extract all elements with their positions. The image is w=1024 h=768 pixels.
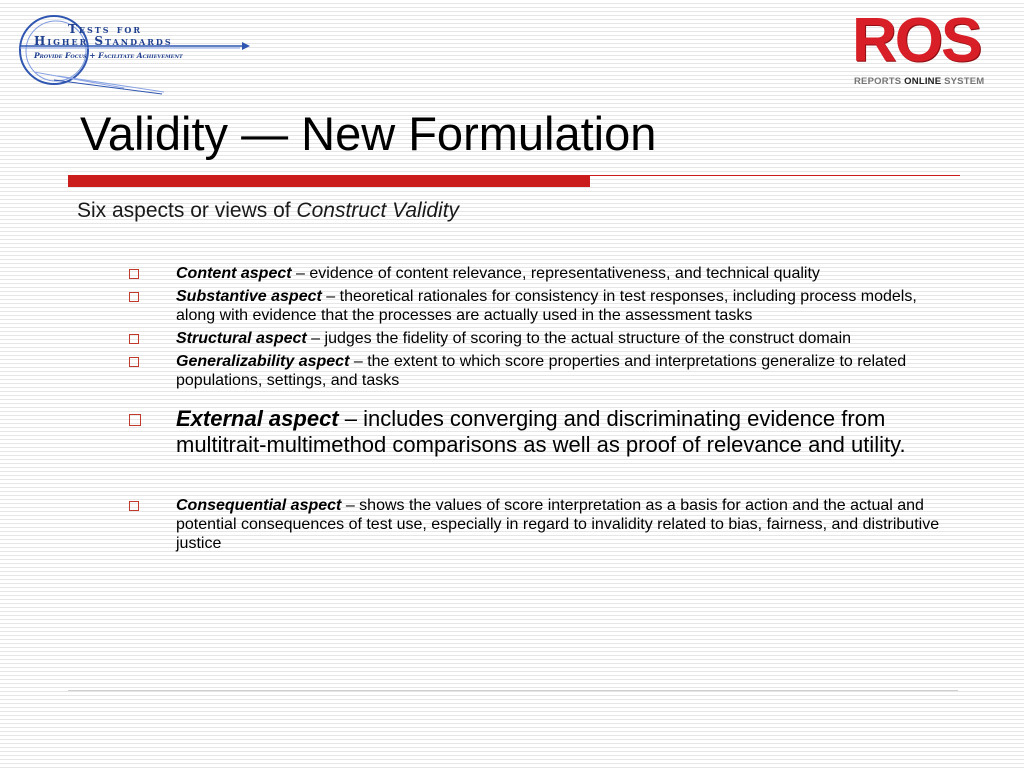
footer-divider — [68, 690, 958, 691]
ros-sub-part2: ONLINE — [904, 76, 942, 87]
ros-sub-part1: REPORTS — [854, 76, 905, 87]
subtitle-lead: Six aspects or views of — [77, 199, 297, 222]
list-item — [126, 287, 946, 325]
bullet-text: – the extent to which score properties and interpretations generalize to related populations, settings, and tasks — [176, 353, 907, 389]
square-bullet-icon — [129, 269, 139, 279]
bullet-text: – judges the fidelity of scoring to the actual structure of the construct domain — [306, 330, 852, 347]
bullet-text: – includes converging and discriminating evidence from multitrait-multimethod comparisons as well as proof of relevance and utility. — [176, 406, 906, 457]
ros-logo — [852, 6, 1008, 92]
bullet-term: Substantive aspect — [176, 288, 322, 305]
list-item — [126, 406, 946, 458]
bullet-text: – shows the values of score interpretation as a basis for action and the actual and potential consequences of test use, especially in regard to invalidity related to bias, fairness, and distributive justice — [176, 497, 940, 552]
logo-tagline: Provide Focus + Facilitate Achievement — [34, 51, 183, 60]
tests-for-higher-standards-logo — [14, 10, 254, 100]
slide-title: Validity — New Formulation — [80, 107, 657, 160]
title-underline-thick — [68, 175, 590, 187]
bullet-term: Structural aspect — [176, 330, 307, 347]
list-item — [126, 329, 946, 348]
bullet-term: External aspect — [176, 406, 339, 431]
square-bullet-icon — [129, 357, 139, 367]
list-item — [126, 496, 946, 553]
slide-subtitle — [77, 199, 459, 223]
bullet-term: Generalizability aspect — [176, 353, 350, 370]
bullet-text: – theoretical rationales for consistency in test responses, including process models, along with evidence that the processes are actually used in the assessment tasks — [176, 288, 917, 324]
logo-line-2: Higher Standards — [34, 34, 173, 48]
square-bullet-icon — [129, 501, 139, 511]
list-item — [126, 352, 946, 390]
bullet-term: Consequential aspect — [176, 497, 342, 514]
ros-sub-part3: SYSTEM — [941, 76, 985, 87]
bullet-text: – evidence of content relevance, representativeness, and technical quality — [291, 265, 820, 282]
list-item — [126, 264, 946, 283]
ros-subtitle — [854, 76, 984, 87]
square-bullet-icon — [129, 334, 139, 344]
square-bullet-icon — [129, 292, 139, 302]
bullet-term: Content aspect — [176, 265, 292, 282]
ros-letters: ROS — [852, 6, 981, 75]
logo-line-1: Tests for — [68, 22, 143, 36]
subtitle-emphasis: Construct Validity — [296, 199, 460, 222]
square-bullet-icon — [129, 414, 141, 426]
title-underline-thin — [590, 175, 960, 176]
aspect-list — [126, 264, 946, 557]
